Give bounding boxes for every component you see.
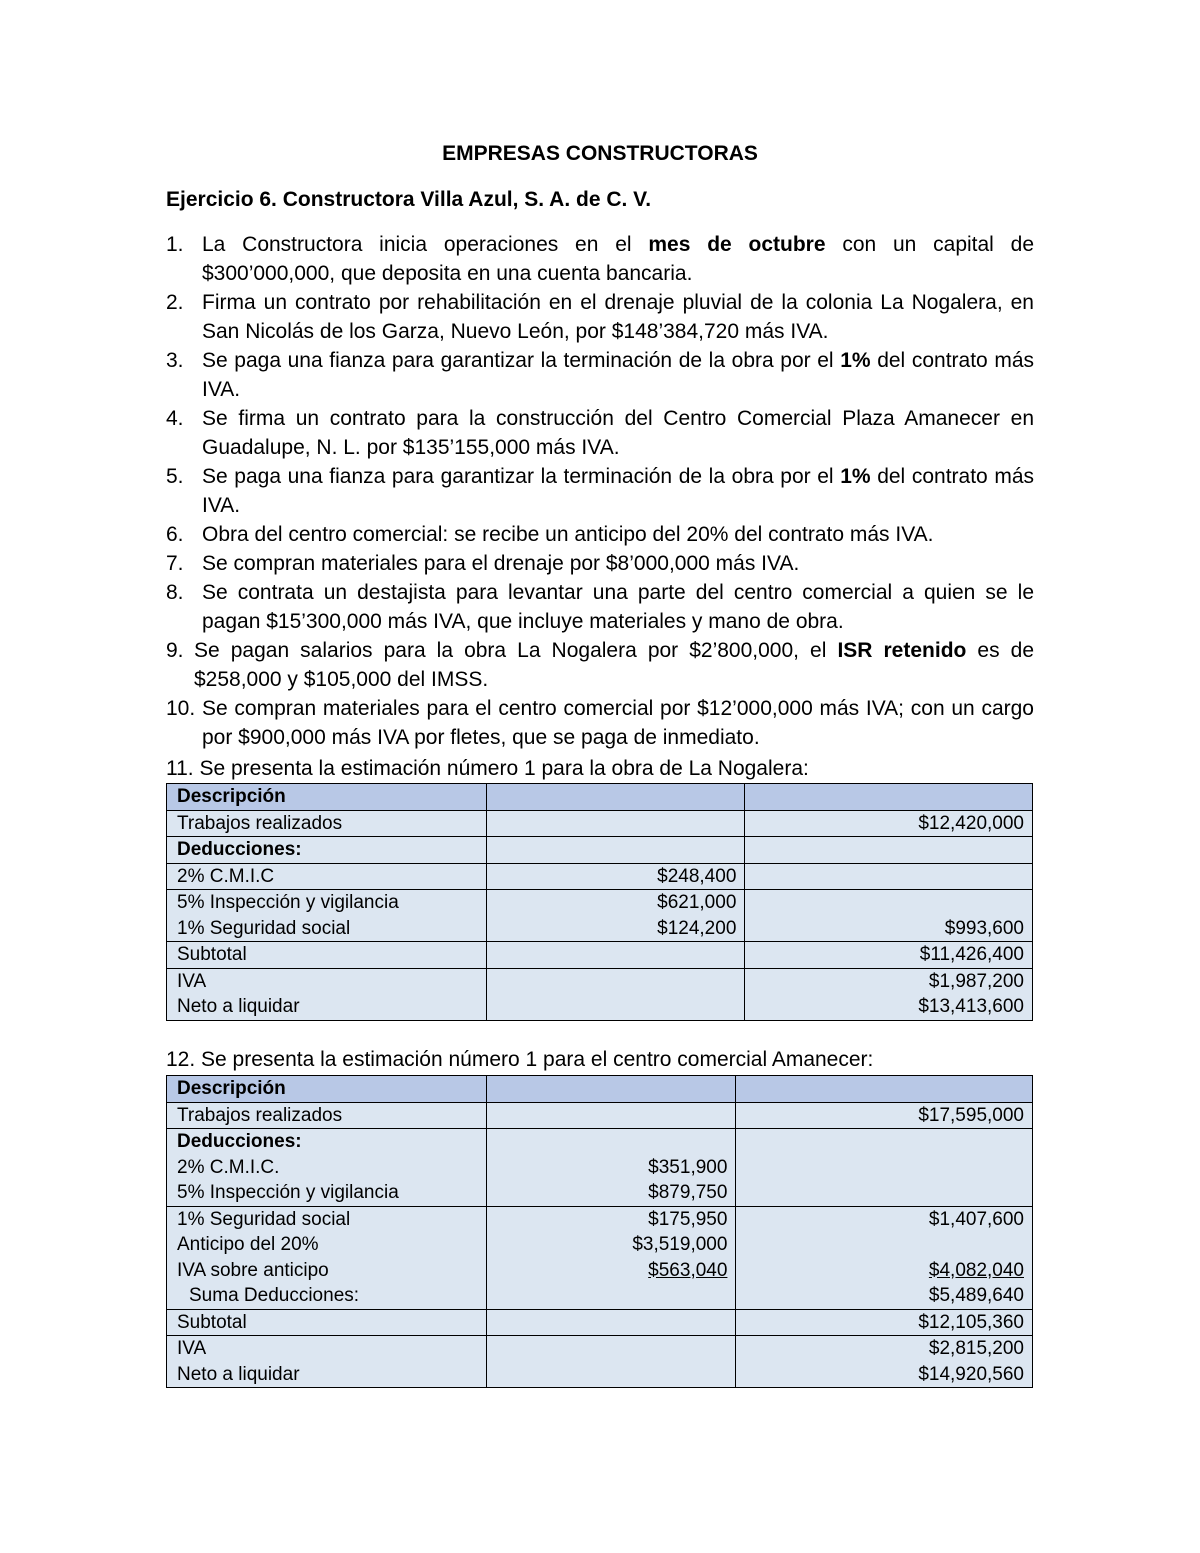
item-text — [194, 636, 1034, 694]
table-row — [167, 916, 1033, 942]
item-text-part: Se compran materiales para el centro comercial por $12’000,000 más IVA; con un cargo por $900,000 más IVA por fletes, que se paga de inmediato. — [202, 697, 1034, 749]
table-cell — [486, 1129, 736, 1155]
table-cell: Deducciones: — [167, 837, 487, 864]
table-row — [167, 1232, 1033, 1258]
table-cell: $3,519,000 — [486, 1232, 736, 1258]
list-item — [166, 230, 1034, 288]
list-item — [166, 288, 1034, 346]
table-cell: Subtotal — [167, 1309, 487, 1336]
item-text — [202, 462, 1034, 520]
exercise-list — [166, 230, 1034, 752]
table-cell: $248,400 — [486, 863, 745, 890]
table-cell: Suma Deducciones: — [167, 1283, 487, 1309]
table-cell: $2,815,200 — [736, 1336, 1033, 1362]
table-row — [167, 1283, 1033, 1309]
table-cell — [486, 1283, 736, 1309]
item-number: 4. — [166, 407, 184, 430]
table-cell: $621,000 — [486, 890, 745, 916]
list-item — [166, 636, 1034, 694]
item-text — [202, 549, 1034, 578]
table-cell: 1% Seguridad social — [167, 1206, 487, 1232]
item-text-part: Se contrata un destajista para levantar una parte del centro comercial a quien se le pagan $15’300,000 más IVA, que incluye materiales y mano de obra. — [202, 581, 1034, 633]
item-text-bold: 1% — [840, 465, 871, 488]
table-cell: $11,426,400 — [745, 942, 1033, 969]
table-cell: $1,987,200 — [745, 968, 1033, 994]
table-cell: $12,105,360 — [736, 1309, 1033, 1336]
table-cell: $13,413,600 — [745, 994, 1033, 1020]
list-item — [166, 346, 1034, 404]
list-item — [166, 694, 1034, 752]
table-row — [167, 784, 1033, 811]
item-number: 6. — [166, 523, 184, 546]
item-text-part: Se paga una fianza para garantizar la terminación de la obra por el — [202, 349, 841, 372]
table-cell — [486, 942, 745, 969]
table-row — [167, 863, 1033, 890]
item-number: 3. — [166, 349, 184, 372]
table-cell: 2% C.M.I.C. — [167, 1155, 487, 1181]
table-cell — [736, 1076, 1033, 1103]
table-cell — [486, 1362, 736, 1388]
item-text — [202, 520, 1034, 549]
item-text — [202, 694, 1034, 752]
item-text-part: del contrato más IVA. — [202, 349, 1034, 401]
table-cell — [745, 784, 1033, 811]
table-cell: $351,900 — [486, 1155, 736, 1181]
table-row — [167, 1076, 1033, 1103]
table-cell: Trabajos realizados — [167, 810, 487, 837]
table-cell — [486, 1309, 736, 1336]
item-text-part: Se compran materiales para el drenaje por $8’000,000 más IVA. — [202, 552, 800, 575]
table-cell: $14,920,560 — [736, 1362, 1033, 1388]
table-row — [167, 1206, 1033, 1232]
item-number: 7. — [166, 552, 184, 575]
table-cell — [736, 1155, 1033, 1181]
document-title: EMPRESAS CONSTRUCTORAS — [442, 142, 758, 165]
table-cell: $17,595,000 — [736, 1102, 1033, 1129]
item-text — [202, 404, 1034, 462]
item-number: 1. — [166, 233, 184, 256]
table-cell — [745, 837, 1033, 864]
table-cell: 5% Inspección y vigilancia — [167, 1180, 487, 1206]
estimate-table-nogalera — [166, 783, 1033, 1021]
table-row — [167, 968, 1033, 994]
item-number: 2. — [166, 291, 184, 314]
table-cell: $5,489,640 — [736, 1283, 1033, 1309]
table-cell: $4,082,040 — [928, 1259, 1024, 1281]
table-cell: $175,950 — [486, 1206, 736, 1232]
table-cell: $1,407,600 — [736, 1206, 1033, 1232]
table-cell: Descripción — [167, 784, 487, 811]
list-item — [166, 578, 1034, 636]
table-cell — [486, 1102, 736, 1129]
table-cell: 5% Inspección y vigilancia — [167, 890, 487, 916]
item-text-part: Se paga una fianza para garantizar la terminación de la obra por el — [202, 465, 841, 488]
table-cell: IVA sobre anticipo — [167, 1258, 487, 1284]
table-row — [167, 810, 1033, 837]
item-number: 9. — [166, 639, 184, 662]
table-row — [167, 890, 1033, 916]
item-number: 10. — [166, 697, 196, 720]
item-text — [202, 346, 1034, 404]
table-cell — [486, 968, 745, 994]
item-text-part: con un capital de $300’000,000, que deposita en una cuenta bancaria. — [202, 233, 1034, 285]
estimate-2-heading: 12. Se presenta la estimación número 1 para el centro comercial Amanecer: — [166, 1048, 874, 1071]
estimate-1-heading: 11. Se presenta la estimación número 1 para la obra de La Nogalera: — [166, 757, 809, 780]
estimate-table-amanecer — [166, 1075, 1033, 1388]
table-row — [167, 994, 1033, 1020]
table-cell: Subtotal — [167, 942, 487, 969]
table-cell — [745, 863, 1033, 890]
item-number: 8. — [166, 581, 184, 604]
list-item — [166, 404, 1034, 462]
table-cell: 1% Seguridad social — [167, 916, 487, 942]
table-row — [167, 1155, 1033, 1181]
table-cell: Neto a liquidar — [167, 1362, 487, 1388]
table-cell: 2% C.M.I.C — [167, 863, 487, 890]
table-cell: Descripción — [167, 1076, 487, 1103]
item-text-part: es de $258,000 y $105,000 del IMSS. — [194, 639, 1034, 691]
item-text — [202, 288, 1034, 346]
table-cell: Trabajos realizados — [167, 1102, 487, 1129]
table-cell — [486, 784, 745, 811]
table-row — [167, 942, 1033, 969]
table-cell — [486, 994, 745, 1020]
table-cell: $879,750 — [486, 1180, 736, 1206]
exercise-subtitle: Ejercicio 6. Constructora Villa Azul, S. A. de C. V. — [166, 188, 652, 211]
table-row — [167, 1336, 1033, 1362]
table-row — [167, 1102, 1033, 1129]
table-row — [167, 1258, 1033, 1284]
table-cell — [486, 810, 745, 837]
table-row — [167, 837, 1033, 864]
item-text-part: Obra del centro comercial: se recibe un anticipo del 20% del contrato más IVA. — [202, 523, 934, 546]
item-text-bold: 1% — [840, 349, 871, 372]
table-cell: $563,040 — [648, 1259, 728, 1281]
item-text-part: Se firma un contrato para la construcción del Centro Comercial Plaza Amanecer en Guadalupe, N. L. por $135’155,000 más IVA. — [202, 407, 1034, 459]
item-text-bold: ISR retenido — [837, 639, 967, 662]
table-cell — [486, 1336, 736, 1362]
list-item — [166, 549, 1034, 578]
table-row — [167, 1309, 1033, 1336]
table-row — [167, 1129, 1033, 1155]
table-cell: $993,600 — [745, 916, 1033, 942]
table-cell — [736, 1180, 1033, 1206]
item-text-bold: mes de octubre — [648, 233, 826, 256]
table-cell: IVA — [167, 1336, 487, 1362]
table-cell: Deducciones: — [167, 1129, 487, 1155]
table-cell: Anticipo del 20% — [167, 1232, 487, 1258]
table-cell: Neto a liquidar — [167, 994, 487, 1020]
item-text-part: del contrato más IVA. — [202, 465, 1034, 517]
table-cell — [745, 890, 1033, 916]
item-text-part: Firma un contrato por rehabilitación en el drenaje pluvial de la colonia La Nogalera, en San Nicolás de los Garza, Nuevo León, por $148’384,720 más IVA. — [202, 291, 1034, 343]
table-cell — [486, 1076, 736, 1103]
table-cell — [736, 1129, 1033, 1155]
table-row — [167, 1180, 1033, 1206]
table-cell: $124,200 — [486, 916, 745, 942]
item-text — [202, 578, 1034, 636]
table-cell — [486, 837, 745, 864]
item-number: 5. — [166, 465, 184, 488]
item-text — [202, 230, 1034, 288]
table-cell — [736, 1232, 1033, 1258]
list-item — [166, 520, 1034, 549]
table-cell: IVA — [167, 968, 487, 994]
item-text-part: La Constructora inicia operaciones en el — [202, 233, 649, 256]
table-cell: $12,420,000 — [745, 810, 1033, 837]
list-item — [166, 462, 1034, 520]
item-text-part: Se pagan salarios para la obra La Nogalera por $2’800,000, el — [194, 639, 838, 662]
table-row — [167, 1362, 1033, 1388]
